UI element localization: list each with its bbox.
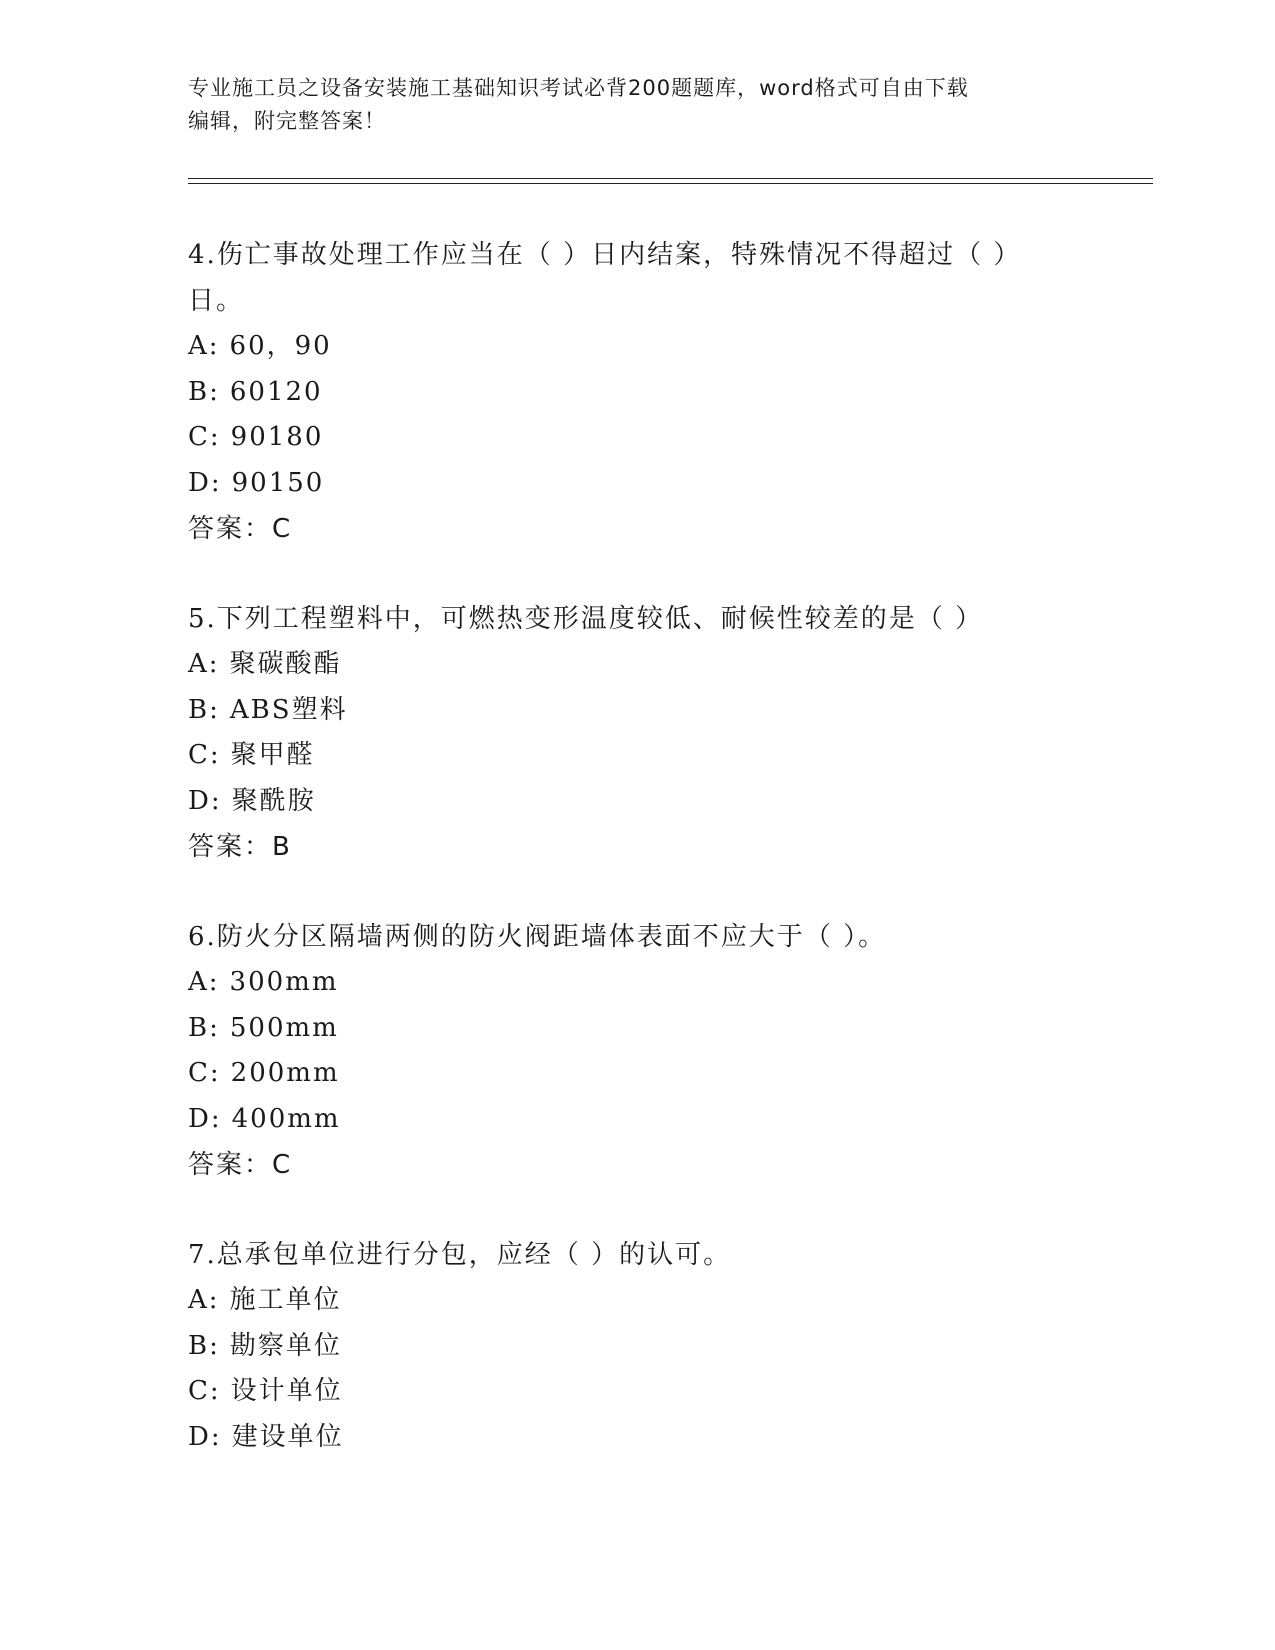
option-separator: : bbox=[209, 376, 220, 407]
option-text: 施工单位 bbox=[229, 1285, 342, 1315]
option-letter: C bbox=[188, 1376, 210, 1406]
question-stem: 5.下列工程塑料中，可燃热变形温度较低、耐候性较差的是（ ） bbox=[188, 604, 984, 634]
option-separator: : bbox=[209, 1012, 220, 1043]
option-letter: A bbox=[188, 649, 209, 679]
option-text: 聚甲醛 bbox=[230, 740, 315, 770]
option-separator: : bbox=[208, 331, 220, 361]
option-letter: A bbox=[188, 967, 209, 997]
option-a bbox=[188, 324, 1068, 370]
option-letter: B bbox=[188, 376, 210, 407]
option-text: 勘察单位 bbox=[229, 1330, 342, 1361]
option-b bbox=[188, 688, 1068, 734]
option-c bbox=[188, 1051, 1068, 1097]
option-c bbox=[188, 1369, 1068, 1415]
option-separator: : bbox=[208, 967, 220, 997]
question-stem-line-1: 4.伤亡事故处理工作应当在（ ）日内结案，特殊情况不得超过（ ） bbox=[188, 240, 1022, 270]
option-b bbox=[188, 370, 1068, 416]
question-stem bbox=[188, 232, 1068, 324]
option-letter: C bbox=[188, 1058, 210, 1088]
option-d bbox=[188, 1097, 1068, 1143]
option-a bbox=[188, 960, 1068, 1006]
option-separator: : bbox=[210, 467, 222, 498]
option-separator: : bbox=[210, 785, 222, 816]
header-rule-bottom bbox=[188, 183, 1153, 184]
option-text: 400mm bbox=[231, 1103, 341, 1134]
option-letter: C bbox=[188, 740, 210, 770]
option-separator: : bbox=[209, 422, 221, 452]
option-b bbox=[188, 1006, 1068, 1052]
option-letter: B bbox=[188, 1330, 210, 1361]
option-a bbox=[188, 642, 1068, 688]
option-d bbox=[188, 1415, 1068, 1461]
option-separator: : bbox=[209, 1376, 221, 1406]
option-d bbox=[188, 461, 1068, 507]
option-letter: C bbox=[188, 422, 210, 452]
option-separator: : bbox=[209, 1058, 221, 1088]
option-d bbox=[188, 779, 1068, 825]
option-separator: : bbox=[208, 649, 220, 679]
option-text: 300mm bbox=[229, 967, 339, 997]
document-header bbox=[188, 72, 1088, 138]
option-text: 90180 bbox=[230, 422, 324, 452]
option-c bbox=[188, 415, 1068, 461]
answer-line: 答案：C bbox=[188, 514, 293, 544]
question-stem-line-2: 日。 bbox=[188, 286, 245, 316]
option-letter: B bbox=[188, 694, 210, 725]
option-separator: : bbox=[210, 1421, 222, 1452]
question-5 bbox=[188, 596, 1068, 870]
question-4 bbox=[188, 232, 1068, 552]
option-text: 60，90 bbox=[229, 331, 332, 361]
option-text: 建设单位 bbox=[231, 1421, 344, 1452]
option-text: 设计单位 bbox=[230, 1376, 343, 1406]
option-letter: D bbox=[188, 785, 211, 816]
question-stem: 6.防火分区隔墙两侧的防火阀距墙体表面不应大于（ ）。 bbox=[188, 922, 887, 952]
option-letter: A bbox=[188, 1285, 209, 1315]
option-separator: : bbox=[209, 740, 221, 770]
question-7 bbox=[188, 1232, 1068, 1460]
option-a bbox=[188, 1278, 1068, 1324]
option-separator: : bbox=[208, 1285, 220, 1315]
option-letter: D bbox=[188, 467, 211, 498]
option-text: 90150 bbox=[231, 467, 325, 498]
answer-line: 答案：C bbox=[188, 1150, 293, 1180]
option-b bbox=[188, 1324, 1068, 1370]
header-line-1: 专业施工员之设备安装施工基础知识考试必背200题题库，word格式可自由下载 bbox=[188, 76, 969, 100]
answer-line: 答案：B bbox=[188, 832, 292, 862]
option-letter: A bbox=[188, 331, 209, 361]
option-text: ABS塑料 bbox=[229, 694, 348, 725]
header-line-2: 编辑，附完整答案！ bbox=[188, 109, 386, 133]
question-6 bbox=[188, 914, 1068, 1188]
header-rule-top bbox=[188, 178, 1153, 179]
question-stem: 7.总承包单位进行分包，应经（ ）的认可。 bbox=[188, 1240, 732, 1270]
option-text: 200mm bbox=[230, 1058, 340, 1088]
option-letter: D bbox=[188, 1421, 211, 1452]
option-separator: : bbox=[209, 1330, 220, 1361]
option-letter: B bbox=[188, 1012, 210, 1043]
option-text: 500mm bbox=[229, 1012, 339, 1043]
option-c bbox=[188, 733, 1068, 779]
option-letter: D bbox=[188, 1103, 211, 1134]
option-text: 聚碳酸酯 bbox=[229, 649, 342, 679]
option-text: 聚酰胺 bbox=[231, 785, 316, 816]
option-text: 60120 bbox=[229, 376, 323, 407]
option-separator: : bbox=[209, 694, 220, 725]
option-separator: : bbox=[210, 1103, 222, 1134]
